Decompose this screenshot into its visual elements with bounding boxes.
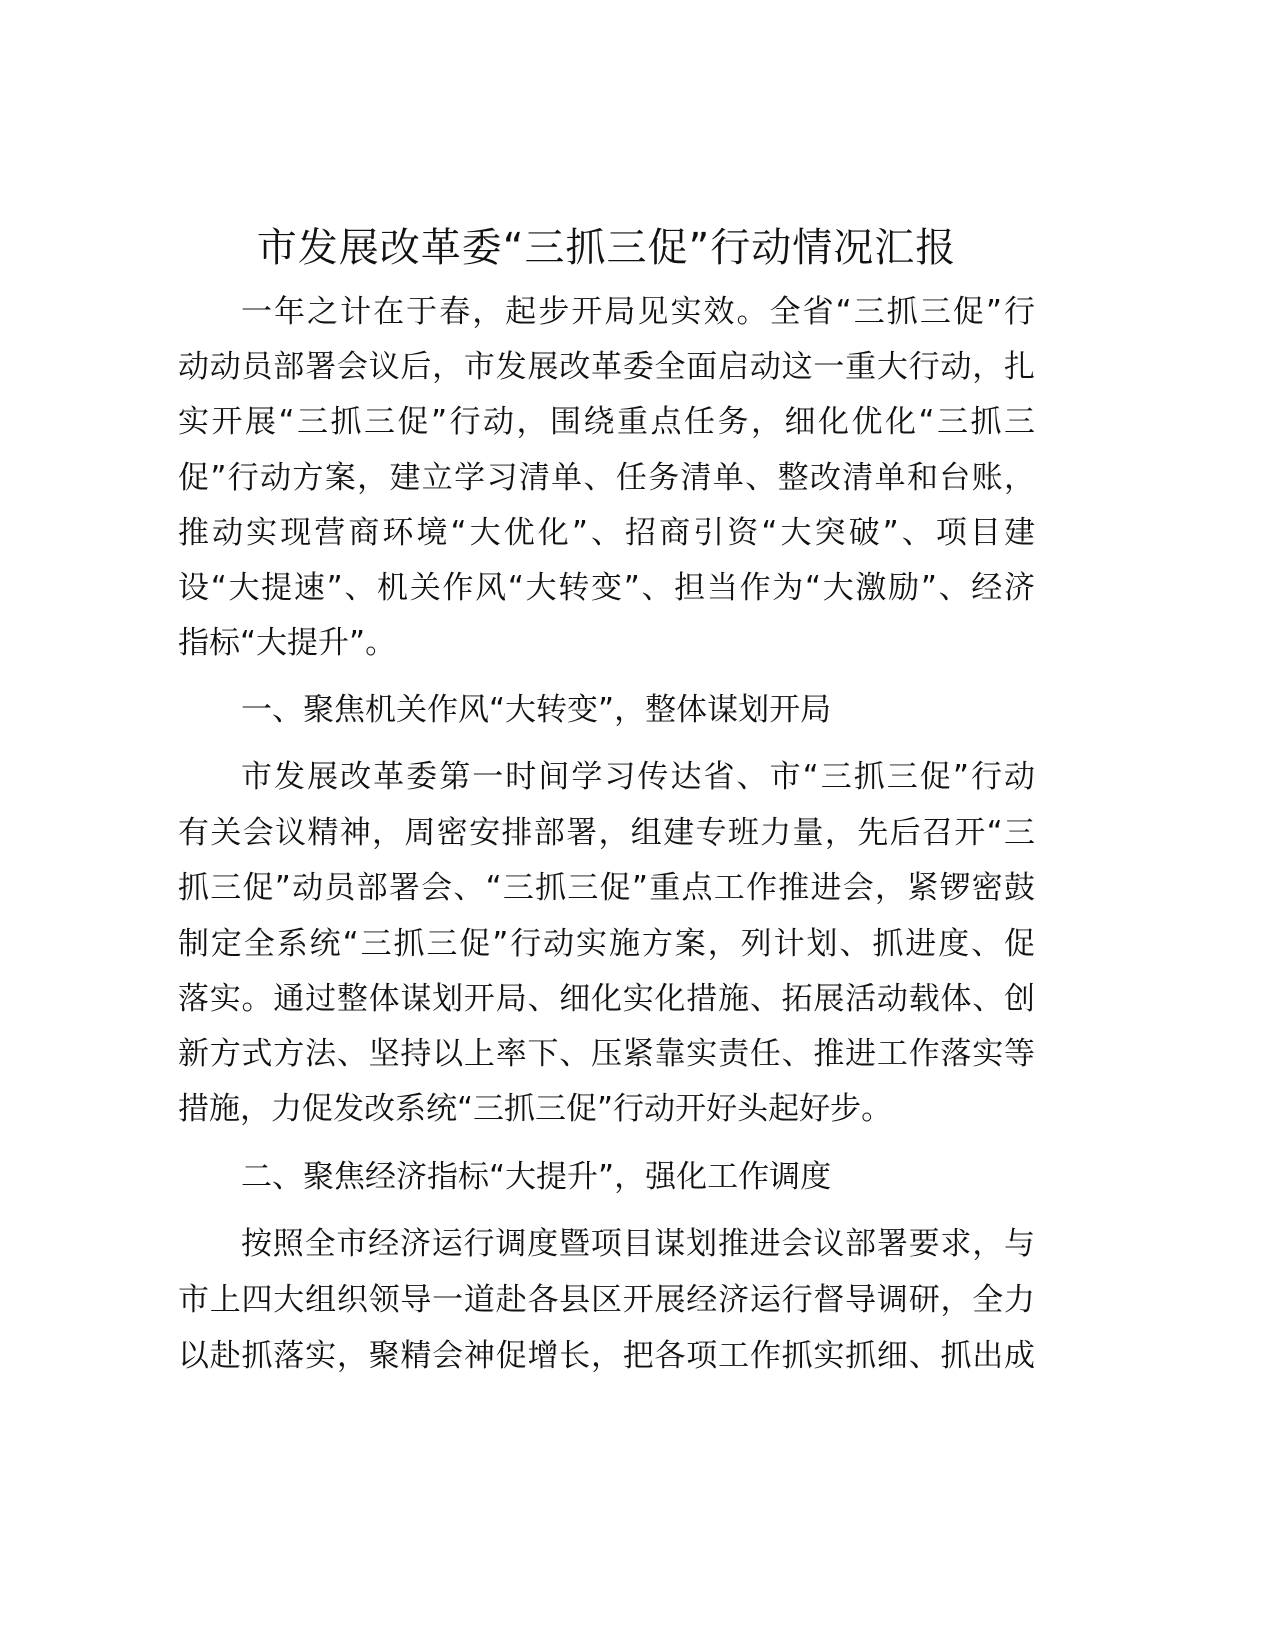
- paragraph-line: 制定全系统“三抓三促”行动实施方案，列计划、抓进度、促: [178, 926, 1035, 962]
- paragraph-line: 市发展改革委第一时间学习传达省、市“三抓三促”行动: [241, 759, 1035, 795]
- paragraph-line: 措施，力促发改系统“三抓三促”行动开好头起好步。: [178, 1091, 893, 1127]
- paragraph-line: 以赴抓落实，聚精会神促增长，把各项工作抓实抓细、抓出成: [178, 1338, 1035, 1374]
- paragraph-line: 促”行动方案，建立学习清单、任务清单、整改清单和台账，: [178, 460, 1035, 496]
- paragraph-line: 动动员部署会议后，市发展改革委全面启动这一重大行动，扎: [178, 349, 1035, 385]
- paragraph-line: 按照全市经济运行调度暨项目谋划推进会议部署要求，与: [241, 1226, 1035, 1262]
- section-heading: 一、聚焦机关作风“大转变”，整体谋划开局: [241, 692, 832, 728]
- paragraph-line: 落实。通过整体谋划开局、细化实化措施、拓展活动载体、创: [178, 981, 1035, 1017]
- paragraph-line: 有关会议精神，周密安排部署，组建专班力量，先后召开“三: [178, 815, 1035, 851]
- paragraph-line: 抓三促”动员部署会、“三抓三促”重点工作推进会，紧锣密鼓: [178, 870, 1035, 906]
- section-heading: 二、聚焦经济指标“大提升”，强化工作调度: [241, 1159, 832, 1195]
- paragraph-line: 指标“大提升”。: [178, 625, 397, 661]
- paragraph-line: 市上四大组织领导一道赴各县区开展经济运行督导调研，全力: [178, 1282, 1035, 1318]
- paragraph-line: 一年之计在于春，起步开局见实效。全省“三抓三促”行: [241, 294, 1035, 330]
- paragraph-line: 推动实现营商环境“大优化”、招商引资“大突破”、项目建: [178, 515, 1035, 551]
- paragraph-line: 新方式方法、坚持以上率下、压紧靠实责任、推进工作落实等: [178, 1036, 1035, 1072]
- paragraph-line: 设“大提速”、机关作风“大转变”、担当作为“大激励”、经济: [178, 570, 1035, 606]
- paragraph-line: 实开展“三抓三促”行动，围绕重点任务，细化优化“三抓三: [178, 404, 1035, 440]
- page-title: 市发展改革委“三抓三促”行动情况汇报: [256, 225, 957, 271]
